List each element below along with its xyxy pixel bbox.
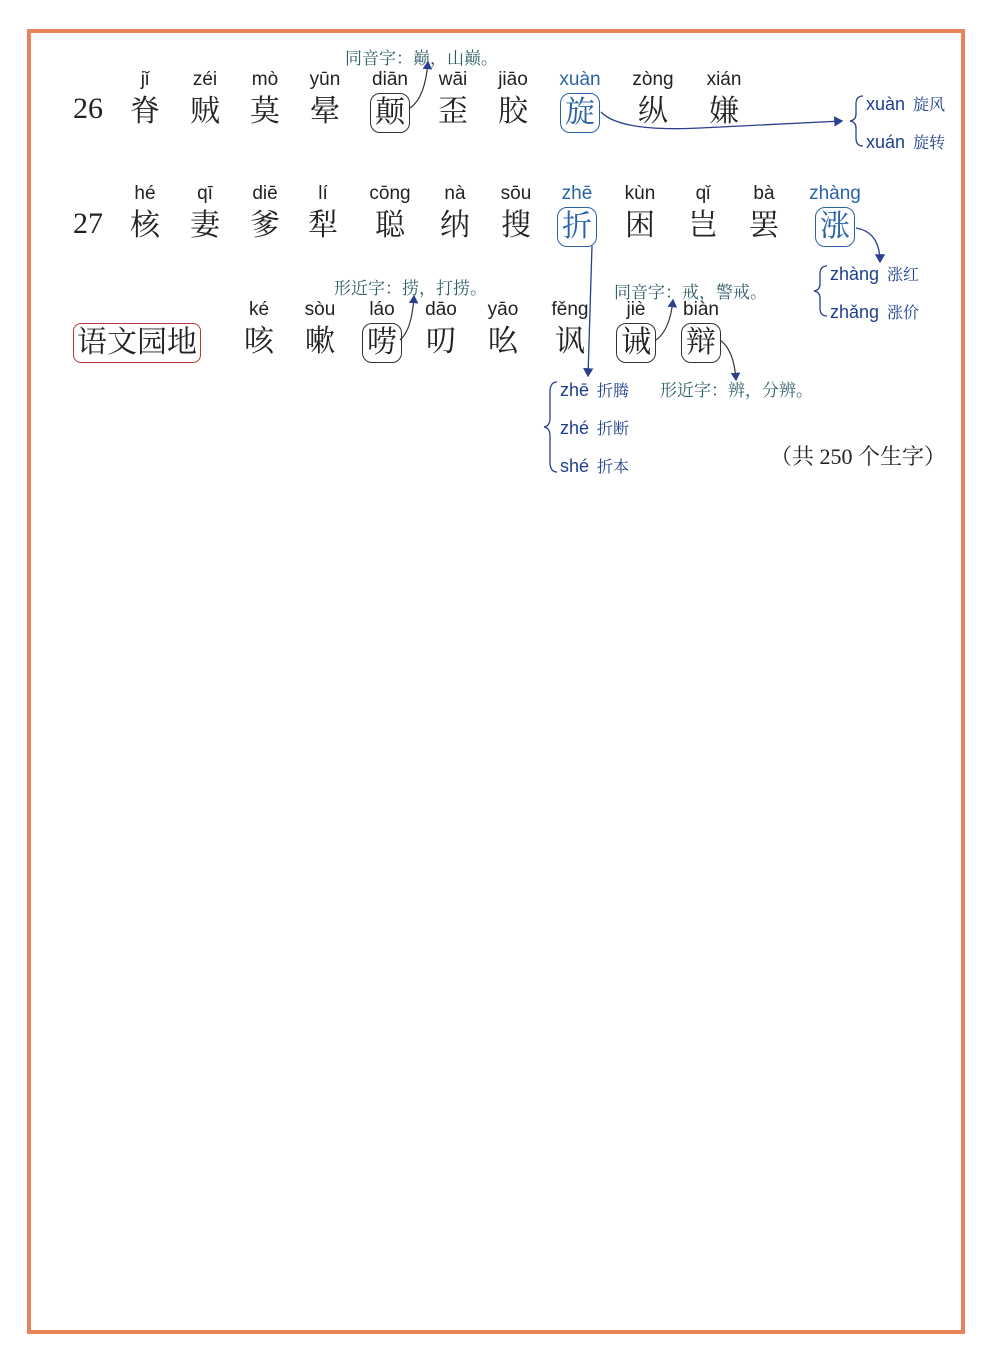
pinyin: jiè — [626, 299, 646, 320]
homophone-note: 同音字：戒，警戒。 — [614, 283, 767, 303]
hanzi: 岂 — [688, 208, 718, 243]
hanzi: 搜 — [501, 208, 531, 243]
pinyin: kùn — [624, 183, 656, 204]
hanzi: 讽 — [555, 324, 585, 359]
example-word: 折腾 — [597, 381, 630, 400]
brace — [814, 266, 827, 316]
hanzi: 胶 — [498, 94, 528, 129]
example-word: 折断 — [597, 419, 630, 438]
arrow — [601, 112, 842, 129]
pinyin: diān — [372, 69, 408, 90]
hanzi: 咳 — [244, 324, 274, 359]
hanzi: 妻 — [190, 208, 220, 243]
pinyin: zhē — [561, 183, 593, 204]
pinyin: sōu — [500, 183, 532, 204]
pinyin: shé — [560, 456, 590, 476]
pinyin: zhàng — [830, 264, 880, 284]
pinyin: biàn — [683, 299, 719, 320]
brace — [544, 382, 557, 472]
hanzi: 嫌 — [709, 94, 739, 129]
pinyin: qī — [197, 183, 213, 204]
hanzi-boxed: 诫 — [616, 323, 656, 363]
arrow — [588, 246, 592, 376]
hanzi-boxed: 颠 — [370, 93, 410, 133]
lesson-number-26: 26 — [73, 92, 103, 125]
pinyin: zhé — [560, 418, 590, 438]
pinyin: jǐ — [140, 69, 150, 90]
hanzi: 聪 — [375, 208, 405, 243]
hanzi: 吆 — [488, 324, 518, 359]
pinyin: nà — [444, 183, 466, 204]
similar-char-note: 形近字：捞，打捞。 — [334, 279, 487, 299]
pinyin: yāo — [487, 299, 519, 320]
pinyin: ké — [248, 299, 270, 320]
pinyin: xuàn — [559, 69, 601, 90]
hanzi: 脊 — [130, 94, 160, 129]
arrow — [656, 300, 673, 340]
pinyin: hé — [134, 183, 156, 204]
pinyin: sòu — [304, 299, 336, 320]
hanzi: 纳 — [440, 208, 470, 243]
pinyin: bà — [753, 183, 775, 204]
pinyin: dāo — [425, 299, 457, 320]
hanzi: 犁 — [308, 208, 338, 243]
brace — [850, 96, 863, 146]
example-word: 涨价 — [887, 303, 920, 322]
hanzi: 罢 — [749, 208, 779, 243]
pinyin: xián — [706, 69, 742, 90]
hanzi: 嗽 — [305, 324, 335, 359]
pinyin: cōng — [369, 183, 411, 204]
hanzi: 贼 — [190, 94, 220, 129]
pinyin: zòng — [632, 69, 674, 90]
hanzi: 莫 — [250, 94, 280, 129]
hanzi: 困 — [625, 208, 655, 243]
hanzi: 叨 — [426, 324, 456, 359]
hanzi: 纵 — [638, 94, 668, 129]
pinyin: zéi — [192, 69, 218, 90]
hanzi-boxed: 唠 — [362, 323, 402, 363]
pinyin: qǐ — [695, 183, 711, 204]
example-word: 旋风 — [913, 95, 946, 114]
similar-char-note: 形近字：辨，分辨。 — [660, 381, 813, 401]
arrow — [856, 228, 880, 262]
example-word: 折本 — [597, 457, 630, 476]
hanzi: 核 — [130, 208, 160, 243]
garden-title: 语文园地 — [73, 323, 201, 363]
pinyin: mò — [251, 69, 279, 90]
hanzi: 歪 — [438, 94, 468, 129]
pinyin: láo — [369, 299, 395, 320]
pinyin: diē — [252, 183, 278, 204]
hanzi-boxed: 旋 — [560, 93, 600, 133]
pinyin: wāi — [438, 69, 468, 90]
pinyin: zhàng — [809, 183, 861, 204]
total-count: （共 250 个生字） — [770, 444, 947, 469]
pinyin: lí — [318, 183, 328, 204]
pinyin: xuán — [866, 132, 906, 152]
lesson-number-27: 27 — [73, 207, 103, 240]
pinyin: zhǎng — [830, 302, 880, 322]
pinyin: zhē — [560, 380, 590, 400]
hanzi: 晕 — [310, 94, 340, 129]
arrow — [410, 62, 428, 108]
arrow — [400, 296, 414, 340]
homophone-note: 同音字：巅，山巅。 — [345, 49, 498, 69]
hanzi: 爹 — [250, 208, 280, 243]
hanzi-boxed: 涨 — [815, 207, 855, 247]
pinyin: jiāo — [498, 69, 528, 90]
example-word: 涨红 — [887, 265, 920, 284]
hanzi-boxed: 辩 — [681, 323, 721, 363]
pinyin: xuàn — [866, 94, 906, 114]
pinyin: fěng — [551, 299, 589, 320]
example-word: 旋转 — [913, 133, 946, 152]
hanzi-boxed: 折 — [557, 207, 597, 247]
pinyin: yūn — [309, 69, 341, 90]
arrow — [720, 340, 736, 380]
